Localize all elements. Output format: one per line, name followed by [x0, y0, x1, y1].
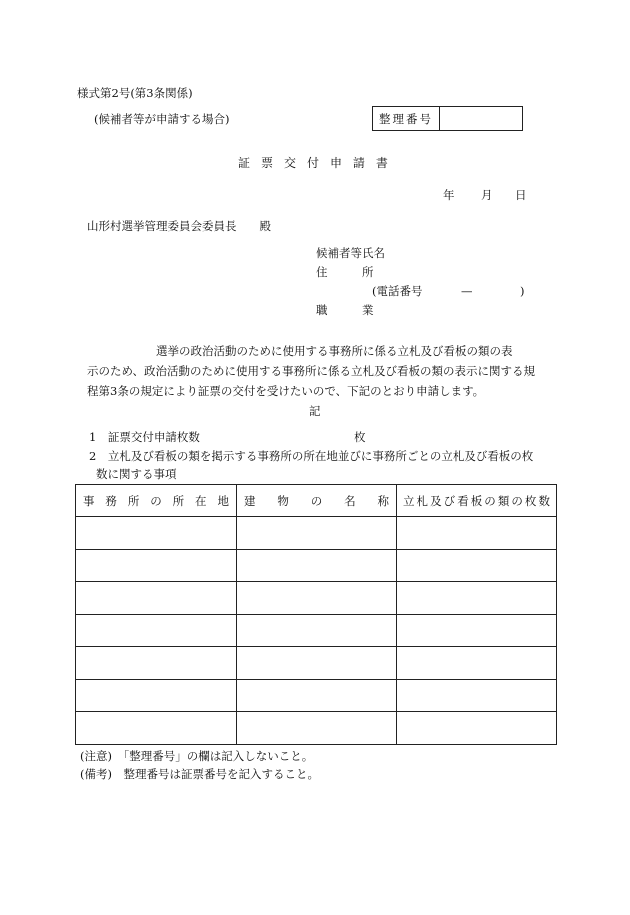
table-cell[interactable] [76, 549, 237, 582]
form-subtitle: (候補者等が申請する場合) [94, 112, 230, 126]
header-char: 名 [344, 493, 356, 508]
reference-number-label: 整理番号 [373, 107, 440, 130]
table-cell[interactable] [237, 647, 397, 680]
table-cell[interactable] [76, 582, 237, 615]
addressee: 山形村選挙管理委員会委員長 殿 [87, 219, 271, 233]
title-char: 交 [283, 156, 296, 170]
header-char: 枚 [524, 493, 537, 508]
item2-line1: 2 立札及び看板の類を掲示する事務所の所在地並びに事務所ごとの立札及び看板の枚 [89, 449, 534, 463]
ki-heading: 記 [309, 404, 321, 418]
table-cell[interactable] [76, 712, 237, 745]
table-row [76, 549, 557, 582]
title-char: 申 [329, 156, 342, 170]
body-paragraph [87, 341, 549, 401]
table-cell[interactable] [397, 647, 557, 680]
table-cell[interactable] [237, 614, 397, 647]
header-char: 所 [127, 493, 140, 508]
title-char: 請 [352, 156, 365, 170]
table-cell[interactable] [397, 679, 557, 712]
header-char: び [443, 493, 456, 508]
table-cell[interactable] [397, 549, 557, 582]
table-row [76, 647, 557, 680]
header-char: 板 [470, 493, 483, 508]
table-cell[interactable] [397, 582, 557, 615]
header-char: 立 [403, 493, 415, 508]
header-char: 類 [497, 493, 510, 508]
applicant-phone-label: (電話番号 [372, 284, 423, 298]
title-char: 書 [375, 156, 388, 170]
reference-number-field[interactable] [440, 107, 522, 130]
applicant-address-label: 住 所 [316, 265, 374, 279]
header-char: の [310, 493, 323, 508]
form-number: 様式第2号(第3条関係) [77, 86, 193, 100]
table-cell[interactable] [237, 712, 397, 745]
applicant-phone-close: ) [520, 284, 525, 298]
applicant-phone-dash: — [461, 284, 473, 298]
table-row [76, 679, 557, 712]
document-title [238, 157, 388, 169]
note-caution: (注意) 「整理番号」の欄は記入しないこと。 [80, 749, 314, 763]
body-line: 示のため、政治活動のために使用する事務所に係る立札及び看板の類の表示に関する規 [87, 364, 536, 378]
table-row [76, 614, 557, 647]
title-char: 証 [238, 156, 251, 170]
header-char: の [150, 493, 162, 508]
header-sign-count [397, 485, 557, 517]
table-header-row [76, 485, 557, 517]
date-day: 日 [515, 188, 527, 202]
header-char: 事 [83, 493, 95, 508]
header-building-name [237, 485, 397, 517]
header-char: 建 [244, 493, 256, 508]
header-char: 地 [217, 493, 229, 508]
item1-unit: 枚 [354, 430, 366, 444]
table-cell[interactable] [397, 614, 557, 647]
applicant-occupation-label: 職 業 [316, 303, 374, 317]
date-year: 年 [443, 188, 455, 202]
table-cell[interactable] [76, 647, 237, 680]
note-remark: (備考) 整理番号は証票番号を記入すること。 [80, 767, 319, 781]
header-char: 物 [277, 493, 289, 508]
reference-number-box [372, 106, 523, 131]
title-char: 票 [260, 156, 273, 170]
header-char: 札 [416, 493, 429, 508]
header-char: 務 [105, 493, 117, 508]
table-cell[interactable] [76, 614, 237, 647]
header-char: 及 [430, 493, 442, 508]
applicant-name-label: 候補者等氏名 [316, 246, 385, 260]
item2-line2: 数に関する事項 [96, 467, 177, 481]
table-cell[interactable] [237, 679, 397, 712]
header-char: 所 [172, 493, 185, 508]
table-cell[interactable] [397, 712, 557, 745]
office-signs-table [75, 484, 557, 745]
table-cell[interactable] [397, 517, 557, 550]
table-row [76, 582, 557, 615]
title-char: 付 [306, 156, 319, 170]
table-row [76, 517, 557, 550]
header-char: 称 [377, 493, 389, 508]
header-char: 数 [538, 493, 550, 508]
body-line: 選挙の政治活動のために使用する事務所に係る立札及び看板の類の表 [87, 344, 513, 358]
table-cell[interactable] [237, 517, 397, 550]
table-cell[interactable] [237, 582, 397, 615]
date-month: 月 [481, 188, 493, 202]
table-row [76, 712, 557, 745]
header-char: 看 [457, 493, 469, 508]
header-char: の [511, 493, 523, 508]
header-char: 在 [195, 493, 207, 508]
header-char: の [484, 493, 496, 508]
item1-label: 1 証票交付申請枚数 [89, 430, 200, 444]
table-cell[interactable] [237, 549, 397, 582]
header-office-location [76, 485, 237, 517]
table-cell[interactable] [76, 679, 237, 712]
table-cell[interactable] [76, 517, 237, 550]
body-line: 程第3条の規定により証票の交付を受けたいので、下記のとおり申請します。 [87, 384, 485, 398]
